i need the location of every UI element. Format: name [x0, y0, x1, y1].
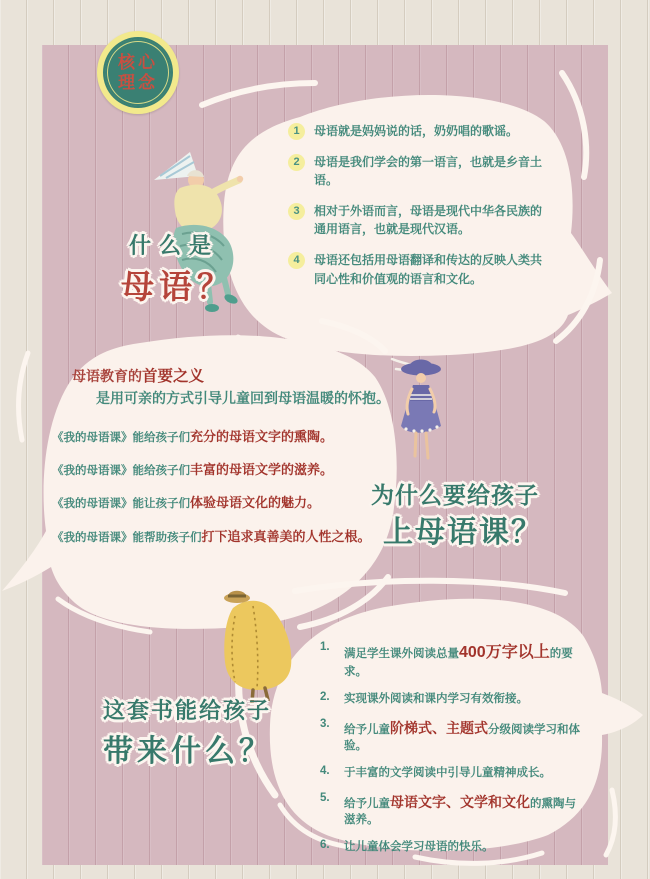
section3-title-line1: 这套书能给孩子: [103, 698, 272, 723]
list-number: 6.: [320, 838, 330, 851]
section1-title-line1: 什么是: [129, 233, 220, 258]
number-badge: 2: [288, 154, 305, 171]
what-is-list: [288, 122, 550, 300]
number-badge: 3: [288, 203, 305, 220]
list-item: [320, 641, 582, 681]
list-item-text: 母语是我们学会的第一语言，也就是乡音土语。: [314, 154, 543, 188]
list-item: [288, 153, 550, 190]
why-point: 《我的母语课》能让孩子们体验母语文化的魅力。: [52, 495, 321, 511]
list-item-text: 于丰富的文学阅读中引导儿童精神成长。: [344, 766, 551, 779]
list-number: 4.: [320, 764, 330, 777]
list-item-text: 让儿童体会学习母语的快乐。: [344, 840, 494, 853]
list-item: [288, 122, 550, 141]
list-number: 3.: [320, 717, 330, 730]
list-item: [320, 691, 582, 708]
section3-title-line2: 带来什么？: [103, 735, 273, 768]
list-number: 2.: [320, 690, 330, 703]
benefits-list: [320, 641, 582, 866]
badge-text-line1: 核心: [118, 52, 158, 72]
list-item-text: 给予儿童母语文字、文学和文化的熏陶与滋养。: [344, 793, 576, 827]
list-number: 1.: [320, 641, 330, 653]
why-point: 《我的母语课》能给孩子们丰富的母语文学的滋养。: [52, 462, 334, 478]
list-item: [320, 765, 582, 782]
section1-title-line2: 母语？: [121, 268, 235, 305]
list-item: [320, 792, 582, 829]
list-item-text: 实现课外阅读和课内学习有效衔接。: [344, 692, 528, 705]
core-concept-badge-disc: [103, 37, 173, 108]
yellow-coat-figure-illustration: [203, 586, 308, 706]
why-points: [52, 428, 412, 561]
list-item-text: 给予儿童阶梯式、主题式分级阅读学习和体验。: [344, 719, 580, 753]
number-badge: 4: [288, 252, 305, 269]
section2-title-line2: 上母语课？: [383, 516, 543, 549]
badge-text-line2: 理念: [118, 72, 158, 92]
why-point: 《我的母语课》能帮助孩子们打下追求真善美的人性之根。: [52, 528, 371, 544]
why-headline: [72, 366, 412, 409]
list-item: [288, 202, 550, 239]
list-item: [320, 718, 582, 755]
why-point: 《我的母语课》能给孩子们充分的母语文字的熏陶。: [52, 429, 334, 444]
list-item-text: 母语就是妈妈说的话，奶奶唱的歌谣。: [314, 124, 519, 138]
section2-title-line1: 为什么要给孩子: [371, 482, 539, 508]
number-badge: 1: [288, 123, 305, 140]
core-concept-badge: [97, 31, 179, 114]
list-number: 5.: [320, 791, 330, 804]
list-item-text: 母语还包括用母语翻译和传达的反映人类共同心性和价值观的语言和文化。: [314, 252, 543, 286]
why-headline-sub: 是用可亲的方式引导儿童回到母语温暖的怀抱。: [96, 390, 390, 407]
list-item-text: 满足学生课外阅读总量400万字以上的要求。: [344, 644, 573, 679]
list-item-text: 相对于外语而言，母语是现代中华各民族的通用语言，也就是现代汉语。: [314, 203, 543, 237]
list-item: [288, 251, 550, 288]
why-headline-main: 母语教育的首要之义: [72, 368, 205, 385]
list-item: [320, 839, 582, 856]
